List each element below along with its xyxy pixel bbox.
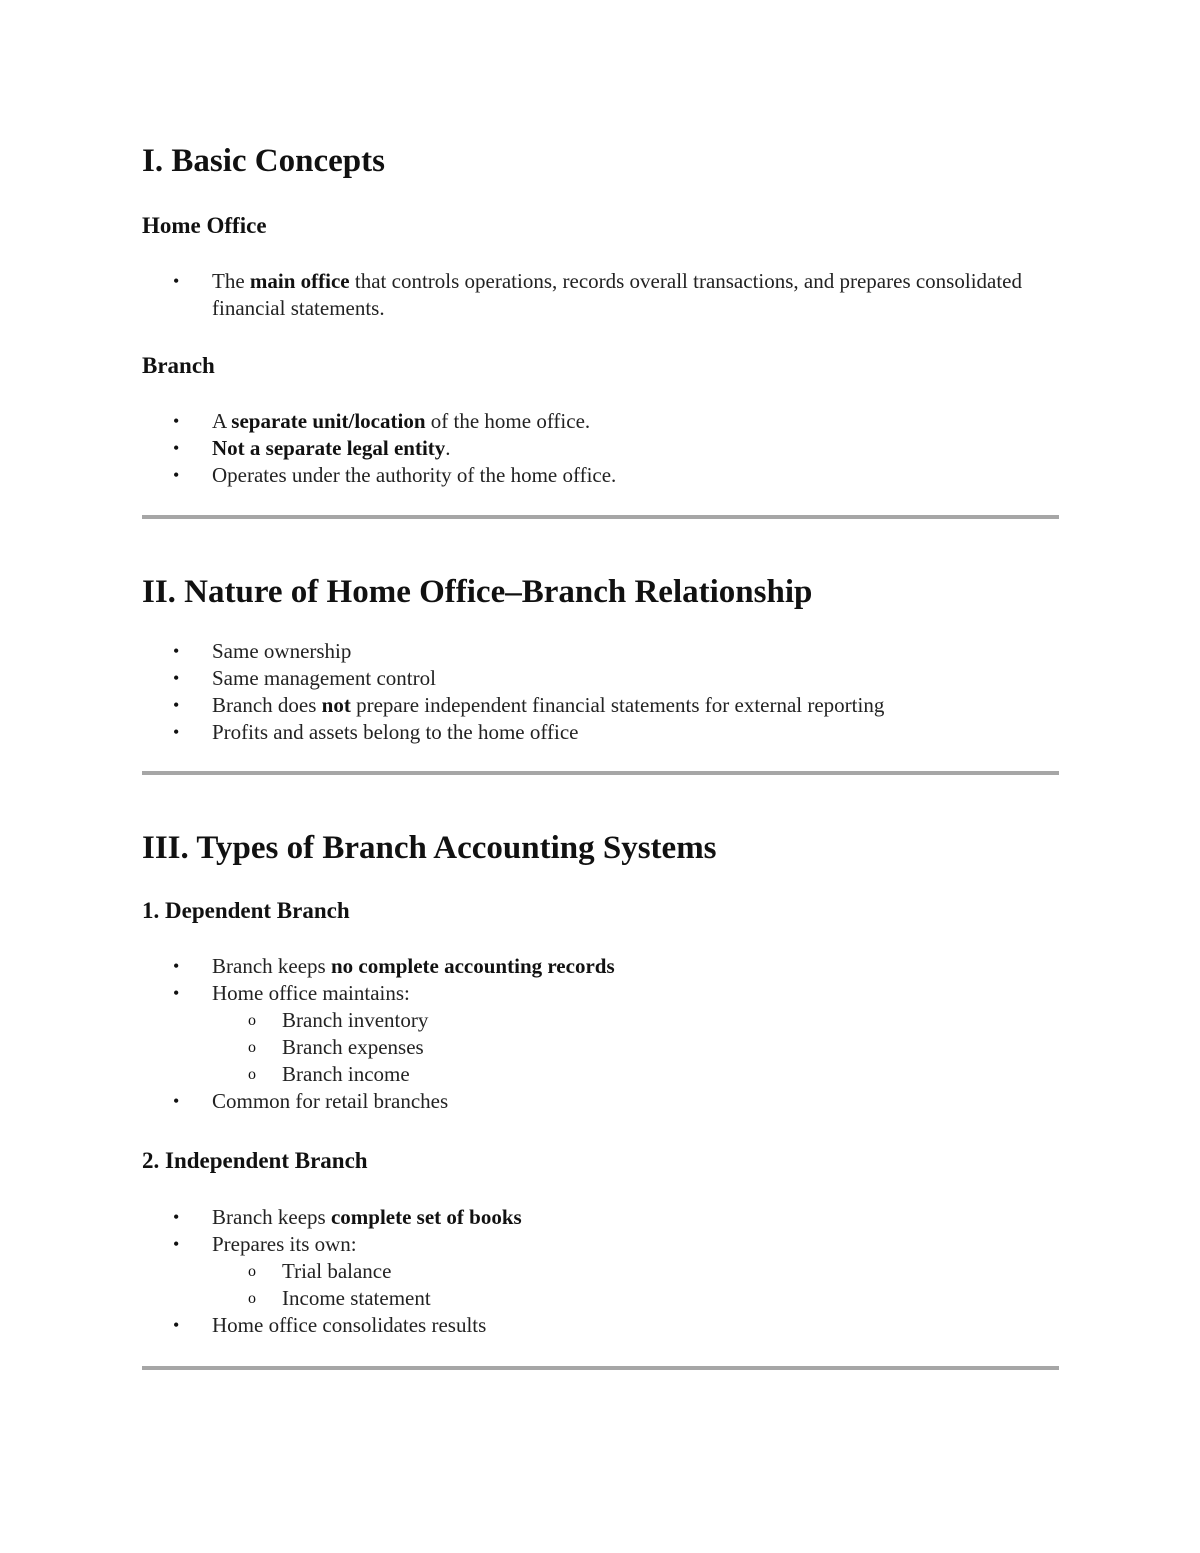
relationship-list — [142, 638, 1059, 746]
bullet-icon: • — [173, 271, 180, 291]
list-item: • A separate unit/location of the home office. — [173, 409, 591, 433]
bullet-icon: • — [173, 668, 180, 688]
heading-home-office: Home Office — [142, 213, 267, 238]
sub-bullet-icon: o — [248, 1290, 256, 1307]
home-office-list — [142, 268, 1059, 322]
list-item: • Home office consolidates results — [173, 1313, 487, 1337]
bullet-icon: • — [173, 956, 180, 976]
divider — [142, 1366, 1059, 1370]
list-item: • Branch keeps no complete accounting records — [173, 954, 615, 978]
bullet-icon: • — [173, 722, 180, 742]
independent-branch-list — [142, 1204, 1059, 1339]
bullet-icon: • — [173, 1207, 180, 1227]
sub-bullet-icon: o — [248, 1012, 256, 1029]
sub-bullet-icon: o — [248, 1263, 256, 1280]
list-item: • The main office that controls operations, records overall transactions, and prepares consolidated financial statements. — [173, 269, 1022, 320]
sub-bullet-icon: o — [248, 1066, 256, 1083]
list-item: • Not a separate legal entity. — [173, 436, 451, 460]
sub-list-item: o Income statement — [248, 1286, 431, 1310]
heading-independent-branch: 2. Independent Branch — [142, 1148, 368, 1173]
divider — [142, 771, 1059, 775]
branch-list — [142, 408, 1059, 489]
heading-dependent-branch: 1. Dependent Branch — [142, 898, 350, 923]
list-item: • Profits and assets belong to the home office — [173, 720, 579, 744]
bullet-icon: • — [173, 695, 180, 715]
sub-list-item: o Branch expenses — [248, 1035, 424, 1059]
list-item: • Home office maintains: — [173, 981, 410, 1005]
bullet-icon: • — [173, 1234, 180, 1254]
list-item: • Branch does not prepare independent financial statements for external reporting — [173, 693, 885, 717]
bullet-icon: • — [173, 983, 180, 1003]
list-item: • Operates under the authority of the home office. — [173, 463, 617, 487]
section-title-nature-relationship: II. Nature of Home Office–Branch Relationship — [142, 574, 813, 610]
sub-bullet-icon: o — [248, 1039, 256, 1056]
list-item: • Branch keeps complete set of books — [173, 1205, 522, 1229]
sub-list-item: o Trial balance — [248, 1259, 392, 1283]
bullet-icon: • — [173, 438, 180, 458]
sub-list-item: o Branch income — [248, 1062, 410, 1086]
divider — [142, 515, 1059, 519]
list-item: • Common for retail branches — [173, 1089, 449, 1113]
list-item: • Same management control — [173, 666, 436, 690]
section-title-types-systems: III. Types of Branch Accounting Systems — [142, 830, 717, 866]
bullet-icon: • — [173, 465, 180, 485]
bullet-icon: • — [173, 1315, 180, 1335]
heading-branch: Branch — [142, 353, 215, 378]
sub-list-item: o Branch inventory — [248, 1008, 429, 1032]
bullet-icon: • — [173, 1091, 180, 1111]
list-item: • Prepares its own: — [173, 1232, 357, 1256]
section-title-basic-concepts: I. Basic Concepts — [142, 143, 385, 179]
bullet-icon: • — [173, 641, 180, 661]
bullet-icon: • — [173, 411, 180, 431]
dependent-branch-list — [142, 953, 1059, 1115]
list-item: • Same ownership — [173, 639, 352, 663]
